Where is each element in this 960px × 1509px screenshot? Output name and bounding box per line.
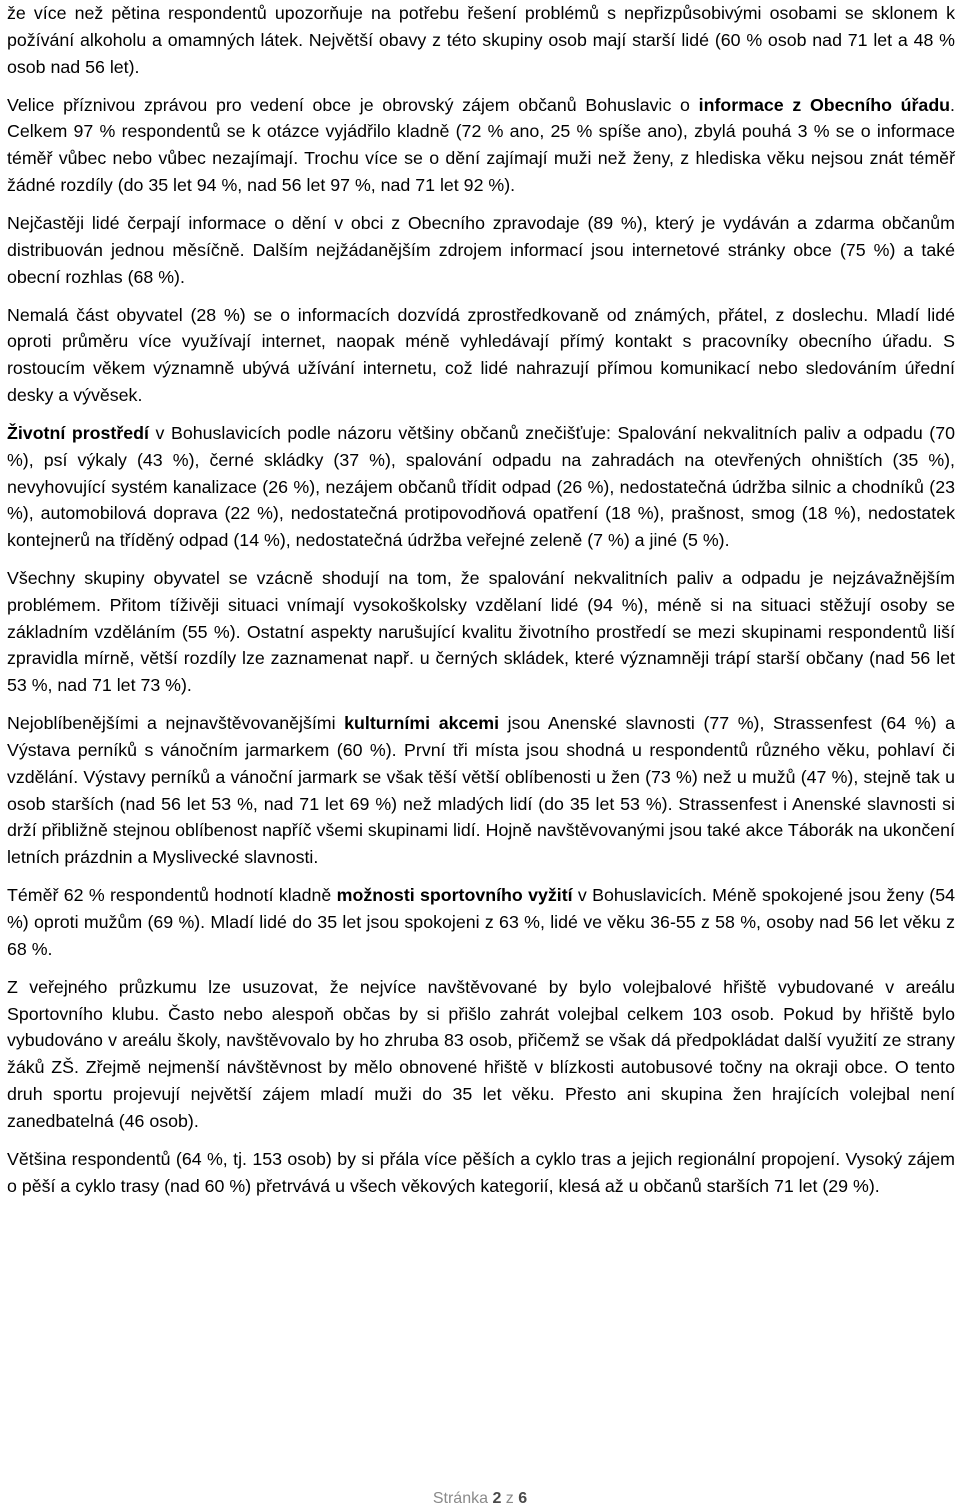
current-page-number: 2 (492, 1490, 502, 1507)
paragraph-text: Z veřejného průzkumu lze usuzovat, že nejvíce navštěvované by bylo volejbalové hřiště vybudované v areálu Sportovního klubu. Často nebo alespoň občas by si přišlo zahrát volejbal celkem 103 osob. Pokud by hřiště bylo vybudováno v areálu školy, navštěvovalo by ho zhruba 83 osob, přičemž se však dá předpokládat další využití ze strany žáků ZŠ. Zřejmě nejmenší návštěvnost by mělo obnovené hřiště v blízkosti autobusové točny na okraji obce. O tento druh sportu projevují největší zájem mladí muži do 35 let věku. Přesto ani skupina žen hrajících volejbal není zanedbatelná (46 osob). (7, 976, 955, 1131)
paragraph-text: Téměř 62 % respondentů hodnotí kladně (7, 885, 337, 906)
document-body (7, 0, 955, 1199)
paragraph-text: v Bohuslavicích. Méně spokojené jsou ženy (54 %) oproti mužům (69 %). Mladí lidé do 35 let jsou spokojeni z 63 %, lidé ve věku 36-55 z 58 %, osoby nad 56 let věku z 68 %. (7, 885, 955, 959)
paragraph-text: Všechny skupiny obyvatel se vzácně shodují na tom, že spalování nekvalitních paliv a odpadu je nejzávažnějším problémem. Přitom tíživěji situaci vnímají vysokoškolsky vzdělaní lidé (94 %), méně si na situaci stěžují osoby se základním vzděláním (55 %). Ostatní aspekty narušující kvalitu životního prostředí se mezi skupinami respondentů liší zpravidla mírně, větší rozdíly lze zaznamenat např. u černých skládek, které významněji trápí starší občany (nad 56 let 53 %, nad 71 let 73 %). (7, 568, 955, 696)
emphasized-text: informace z Obecního úřadu (698, 94, 951, 115)
paragraph-p1 (7, 0, 955, 80)
paragraph-text: Nejčastěji lidé čerpají informace o dění v obci z Obecního zpravodaje (89 %), který je vydáván a zdarma občanům distribuován jednou měsíčně. Dalším nejžádanějším zdrojem informací jsou internetové stránky obce (75 %) a také obecní rozhlas (68 %). (7, 212, 955, 287)
paragraph-text: Většina respondentů (64 %, tj. 153 osob) by si přála více pěších a cyklo tras a jejich regionální propojení. Vysoký zájem o pěší a cyklo trasy (nad 60 %) přetrvává u všech věkových kategorií, klesá až u občanů starších 71 let (29 %). (7, 1148, 955, 1196)
total-pages-number: 6 (518, 1490, 528, 1507)
emphasized-text: Životní prostředí (7, 422, 149, 443)
paragraph-p10 (7, 1146, 955, 1200)
paragraph-text: . Celkem 97 % respondentů se k otázce vyjádřilo kladně (72 % ano, 25 % spíše ano), zbylá pouhá 3 % se o informace téměř vůbec nebo vůbec nezajímají. Trochu více se o dění zajímají muži než ženy, z hlediska věku nejsou znát téměř žádné rozdíly (do 35 let 94 %, nad 56 let 97 %, nad 71 let 92 %). (7, 94, 955, 195)
paragraph-p6 (7, 565, 955, 699)
paragraph-text: Nemalá část obyvatel (28 %) se o informacích dozvídá zprostředkovaně od známých, přátel, z doslechu. Mladí lidé oproti průměru více využívají internet, naopak méně vyhledávají přímý kontakt s pracovníky obecního úřadu. S rostoucím věkem významně ubývá užívání internetu, což lidé nahrazují přímou komunikací nebo sledováním úřední desky a vývěsek. (7, 304, 955, 405)
page-footer (0, 1489, 960, 1509)
page-label: Stránka (432, 1490, 488, 1507)
paragraph-text: v Bohuslavicích podle názoru většiny občanů znečišťuje: Spalování nekvalitních paliv a odpadu (70 %), psí výkaly (43 %), černé skládky (37 %), spalování odpadu na zahradách na otevřených ohništích (35 %), nevyhovující systém kanalizace (26 %), nezájem občanů třídit odpad (26 %), nedostatečná údržba silnic a chodníků (23 %), automobilová doprava (22 %), nedostatečná protipovodňová opatření (18 %), prašnost, smog (18 %), nedostatek kontejnerů na tříděný odpad (14 %), nedostatečná údržba veřejné zeleně (7 %) a jiné (5 %). (7, 422, 955, 551)
paragraph-p9 (7, 974, 955, 1135)
emphasized-text: kulturními akcemi (344, 713, 500, 734)
paragraph-p3 (7, 210, 955, 290)
paragraph-p2 (7, 92, 955, 199)
paragraph-text: Velice příznivou zprávou pro vedení obce je obrovský zájem občanů Bohuslavic o (7, 94, 699, 115)
paragraph-p4 (7, 302, 955, 409)
paragraph-p8 (7, 882, 955, 962)
paragraph-p7 (7, 710, 955, 871)
paragraph-text: jsou Anenské slavnosti (77 %), Strassenfest (64 %) a Výstava perníků s vánočním jarmarkem (60 %). První tři místa jsou shodná u respondentů různého věku, pohlaví či vzdělání. Výstavy perníků a vánoční jarmark se však těší větší oblíbenosti u žen (73 %) než u mužů (47 %), stejně tak u osob starších (nad 56 let 53 %, nad 71 let 69 %) než mladých lidí (do 35 let 53 %). Strassenfest i Anenské slavnosti si drží přibližně stejnou oblíbenost napříč všemi skupinami lidí. Hojně navštěvovanými jsou také akce Táborák na ukončení letních prázdnin a Myslivecké slavnosti. (7, 713, 955, 868)
page-separator: z (505, 1490, 514, 1507)
paragraph-p5 (7, 420, 955, 554)
paragraph-text: Nejoblíbenějšími a nejnavštěvovanějšími (7, 713, 345, 734)
paragraph-text: že více než pětina respondentů upozorňuje na potřebu řešení problémů s nepřizpůsobivými osobami se sklonem k požívání alkoholu a omamných látek. Největší obavy z této skupiny osob mají starší lidé (60 % osob nad 71 let a 48 % osob nad 56 let). (7, 3, 955, 77)
emphasized-text: možnosti sportovního vyžití (336, 885, 573, 906)
